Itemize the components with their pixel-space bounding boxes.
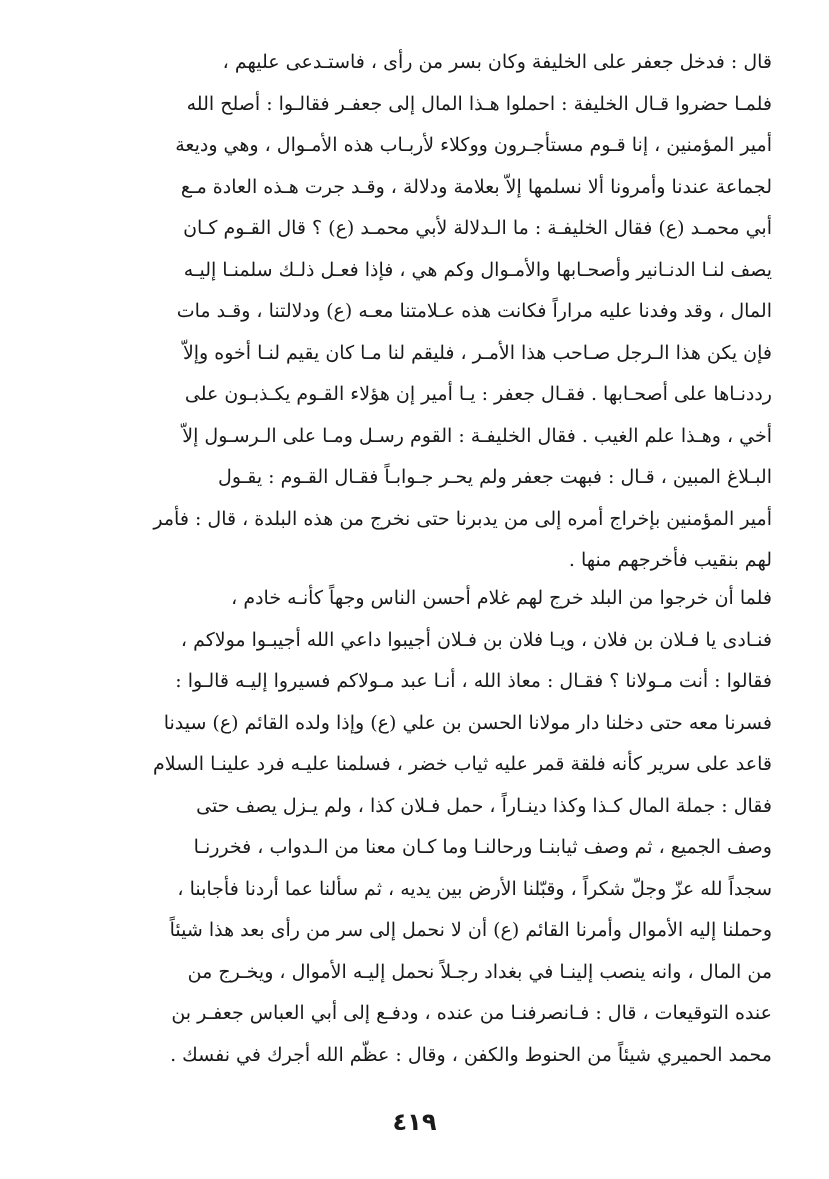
paragraph-2	[62, 578, 772, 1076]
text-line: البـلاغ المبين ، قـال : فبهت جعفر ولم يحـر جـوابـاً فقـال القـوم : يقـول	[218, 466, 772, 488]
text-line: أخي ، وهـذا علم الغيب . فقال الخليفـة : القوم رسـل ومـا على الـرسـول إلاّ	[182, 424, 772, 447]
text-line: عنده التوقيعات ، قال : فـانصرفنـا من عنده ، ودفـع إلى أبي العباس جعفـر بن	[171, 1002, 772, 1024]
text-line: فنـادى يا فـلان بن فلان ، ويـا فلان بن فـلان أجيبوا داعي الله أجيبـوا مولاكم ،	[180, 628, 772, 651]
text-line: فسرنا معه حتى دخلنا دار مولانا الحسن بن علي (ع) وإذا ولده القائم (ع) سيدنا	[163, 711, 772, 734]
text-line: قال : فدخل جعفر على الخليفة وكان بسر من رأى ، فاستـدعى عليهم ،	[222, 51, 772, 73]
text-line: فلما أن خرجوا من البلد خرج لهم غلام أحسن الناس وجهاً كأنـه خادم ،	[231, 587, 772, 609]
text-line: فقالوا : أنت مـولانا ؟ فقـال : معاذ الله ، أنـا عبد مـولاكم فسيروا إليـه قالـوا :	[175, 670, 772, 692]
page-number: ٤١٩	[392, 1108, 437, 1136]
text-line: من المال ، وانه ينصب إلينـا في بغداد رجـلاً نحمل إليـه الأموال ، ويخـرج من	[187, 960, 772, 983]
text-line: أمير المؤمنين بإخراج أمره إلى من يدبرنا حتى نخرج من هذه البلدة ، قال : فأمر	[153, 507, 772, 530]
text-line: فلمـا حضروا قـال الخليفة : احملوا هـذا المال إلى جعفـر فقالـوا : أصلح الله	[186, 92, 772, 115]
text-line: أبي محمـد (ع) فقال الخليفـة : ما الـدلالة لأبي محمـد (ع) ؟ قال القـوم كـان	[183, 217, 772, 239]
text-line: المال ، وقد وفدنا عليه مراراً فكانت هذه عـلامتنا معـه (ع) ودلالتنا ، وقـد مات	[176, 300, 772, 322]
text-line: يصف لنـا الدنـانير وأصحـابها والأمـوال وكم هي ، فإذا فعـل ذلـك سلمنـا إليـه	[183, 258, 772, 281]
text-line: قاعد على سرير كأنه فلقة قمر عليه ثياب خضر ، فسلمنا عليـه فرد علينـا السلام	[152, 753, 772, 775]
text-line: فقال : جملة المال كـذا وكذا دينـاراً ، حمل فـلان كذا ، ولم يـزل يصف حتى	[196, 794, 772, 817]
text-line: رددنـاها على أصحـابها . فقـال جعفر : يـا أمير إن هؤلاء القـوم يكـذبـون على	[184, 383, 772, 405]
text-line: لهم بنقيب فأخرجهم منها .	[568, 549, 772, 571]
text-line: لجماعة عندنا وأمرونا ألا نسلمها إلاّ بعلامة ودلالة ، وقـد جرت هـذه العادة مـع	[180, 175, 772, 198]
text-line: محمد الحميري شيئاً من الحنوط والكفن ، وقال : عظّم الله أجرك في نفسك .	[170, 1043, 772, 1066]
text-line: سجداً لله عزّ وجلّ شكراً ، وقبّلنا الأرض بين يديه ، ثم سألنا عما أردنا فأجابنا ،	[177, 877, 772, 900]
text-line: وصف الجميع ، ثم وصف ثيابنـا ورحالنـا وما كـان معنا من الـدواب ، فخررنـا	[193, 836, 772, 858]
text-line: فإن يكن هذا الـرجل صـاحب هذا الأمـر ، فليقم لنا مـا كان يقيم لنـا أخوه وإلاّ	[182, 341, 772, 364]
text-line: وحملنا إليه الأموال وأمرنا القائم (ع) أن لا نحمل إلى سر من رأى بعد هذا شيئاً	[169, 919, 772, 941]
paragraph-1	[62, 42, 772, 582]
text-line: أمير المؤمنين ، إنا قـوم مستأجـرون ووكلاء لأربـاب هذه الأمـوال ، وهي وديعة	[175, 134, 772, 156]
